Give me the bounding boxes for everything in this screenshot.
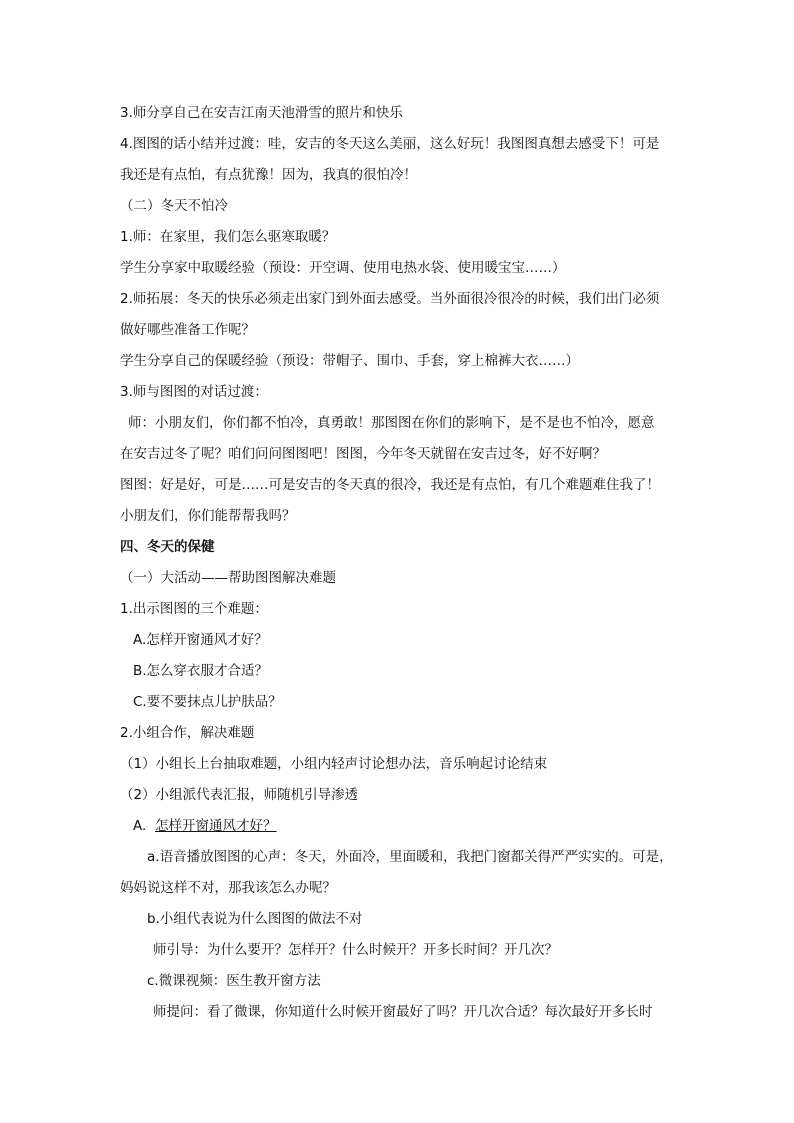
text-line: a.语音播放图图的心声：冬天，外面冷，里面暖和，我把门窗都关得严严实实的。可是，: [147, 849, 673, 865]
text-line: 师：小朋友们，你们都不怕冷，真勇敢！那图图在你们的影响下，是不是也不怕冷，愿意: [128, 415, 655, 431]
text-line: 在安吉过冬了呢？咱们问问图图吧！图图，今年冬天就留在安吉过冬，好不好啊？: [120, 446, 606, 462]
list-item: B.怎么穿衣服才合适？: [133, 663, 269, 679]
text-line: 4.图图的话小结并过渡：哇，安吉的冬天这么美丽，这么好玩！我图图真想去感受下！可是: [120, 136, 660, 152]
text-line: 妈妈说这样不对，那我该怎么办呢？: [120, 880, 336, 896]
text-line: 学生分享自己的保暖经验（预设：带帽子、围巾、手套，穿上棉裤大衣……）: [120, 353, 579, 369]
text-line: （2）小组派代表汇报，师随机引导渗透: [120, 787, 359, 803]
text-line: 3.师与图图的对话过渡：: [120, 384, 268, 400]
list-item-title: 怎样开窗通风才好？: [155, 818, 277, 834]
list-item-label: A.: [133, 818, 147, 834]
text-line: c.微课视频：医生教开窗方法: [147, 973, 321, 989]
text-line: 学生分享家中取暖经验（预设：开空调、使用电热水袋、使用暖宝宝……）: [120, 260, 566, 276]
section-subheading: （二）冬天不怕冷: [120, 198, 228, 214]
text-line: 2.师拓展：冬天的快乐必须走出家门到外面去感受。当外面很冷很冷的时候，我们出门必须: [120, 291, 660, 307]
text-line: 2.小组合作，解决难题: [120, 725, 255, 741]
list-item: C.要不要抹点儿护肤品？: [133, 694, 282, 710]
text-line: 做好哪些准备工作呢？: [120, 322, 255, 338]
list-item: A.怎样开窗通风才好？: [133, 632, 268, 648]
text-line: b.小组代表说为什么图图的做法不对: [147, 911, 363, 927]
text-line: 1.出示图图的三个难题：: [120, 601, 268, 617]
text-line: 师提问：看了微课，你知道什么时候开窗最好了吗？开几次合适？每次最好开多长时: [153, 1004, 653, 1020]
text-line: 图图：好是好，可是……可是安吉的冬天真的很冷，我还是有点怕，有几个难题难住我了！: [120, 477, 660, 493]
text-line: 3.师分享自己在安吉江南天池滑雪的照片和快乐: [120, 105, 403, 121]
text-line: 我还是有点怕，有点犹豫！因为，我真的很怕冷！: [120, 167, 417, 183]
text-line: 小朋友们，你们能帮帮我吗？: [120, 508, 296, 524]
section-heading: 四、冬天的保健: [120, 539, 215, 555]
text-line: （1）小组长上台抽取难题，小组内轻声讨论想办法，音乐响起讨论结束: [120, 756, 548, 772]
section-subheading: （一）大活动——帮助图图解决难题: [120, 570, 336, 586]
text-line: 1.师：在家里，我们怎么驱寒取暖？: [120, 229, 336, 245]
text-line: 师引导：为什么要开？怎样开？什么时候开？开多长时间？开几次？: [153, 942, 558, 958]
